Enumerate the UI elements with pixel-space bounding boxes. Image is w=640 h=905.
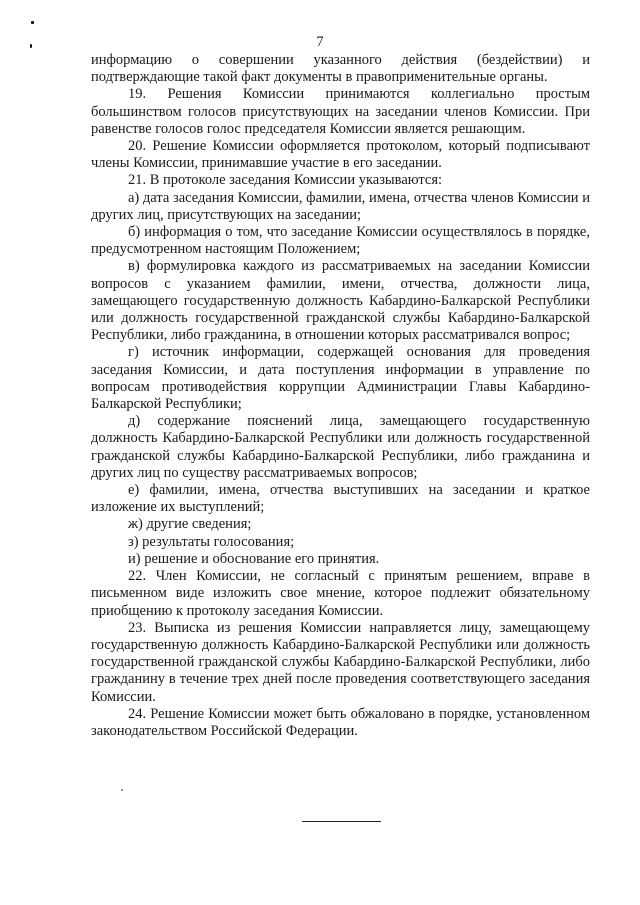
subitem-zh: ж) другие сведения; [128, 516, 252, 533]
subitem-a: а) дата заседания Комиссии, фамилии, имена, отчества членов Комиссии и других лиц, присутствующих на заседании; [91, 189, 590, 223]
page-number: 7 [316, 34, 324, 50]
scan-mark [31, 21, 34, 24]
scan-speck [121, 789, 123, 791]
scan-mark [30, 44, 32, 48]
paragraph-item-24: 24. Решение Комиссии может быть обжаловано в порядке, установленном законодательством Российской Федерации. [91, 705, 590, 739]
paragraph-item-19: 19. Решения Комиссии принимаются коллегиально простым большинством голосов присутствующих на заседании членов Комиссии. При равенстве голосов голос председателя Комиссии является решающим. [91, 86, 590, 137]
subitem-b: б) информация о том, что заседание Комиссии осуществлялось в порядке, предусмотренном настоящим Положением; [91, 224, 590, 258]
paragraph-item-21: 21. В протоколе заседания Комиссии указываются: [128, 172, 443, 189]
paragraph-item-22: 22. Член Комиссии, не согласный с принятым решением, вправе в письменном виде изложить свое мнение, которое подлежит обязательному приобщению к протоколу заседания Комиссии. [91, 568, 590, 619]
separator-line [302, 821, 381, 822]
paragraph-item-20: 20. Решение Комиссии оформляется протоколом, который подписывают члены Комиссии, принимавшие участие в его заседании. [91, 138, 590, 172]
subitem-z: з) результаты голосования; [128, 533, 295, 550]
subitem-v: в) формулировка каждого из рассматриваемых на заседании Комиссии вопросов с указанием фамилии, имени, отчества, должности лица, замещающего государственную должность Кабардино-Балкарской Республики или должность государственной гражданской службы Кабардино-Балкарской Республики, либо гражданина, в отношении которых рассматривался вопрос; [91, 258, 590, 344]
subitem-e: е) фамилии, имена, отчества выступивших на заседании и краткое изложение их выступлений; [91, 482, 590, 516]
subitem-d: д) содержание пояснений лица, замещающего государственную должность Кабардино-Балкарской Республики или должность государственной гражданской службы Кабардино-Балкарской Республики, либо гражданина и других лиц по существу рассматриваемых вопросов; [91, 413, 590, 481]
document-body [91, 52, 590, 740]
paragraph-item-23: 23. Выписка из решения Комиссии направляется лицу, замещающему государственную должность Кабардино-Балкарской Республики или должность государственной гражданской службы Кабардино-Балкарской Республики, либо гражданину в течение трех дней после проведения соответствующего заседания Комиссии. [91, 619, 590, 705]
subitem-g: г) источник информации, содержащей основания для проведения заседания Комиссии, и дата поступления информации в управление по вопросам противодействия коррупции Администрации Главы Кабардино-Балкарской Республики; [91, 344, 590, 413]
subitem-i: и) решение и обоснование его принятия. [128, 550, 380, 567]
paragraph-continuation: информацию о совершении указанного действия (бездействии) и подтверждающие такой факт документы в правоприменительные органы. [91, 52, 590, 86]
